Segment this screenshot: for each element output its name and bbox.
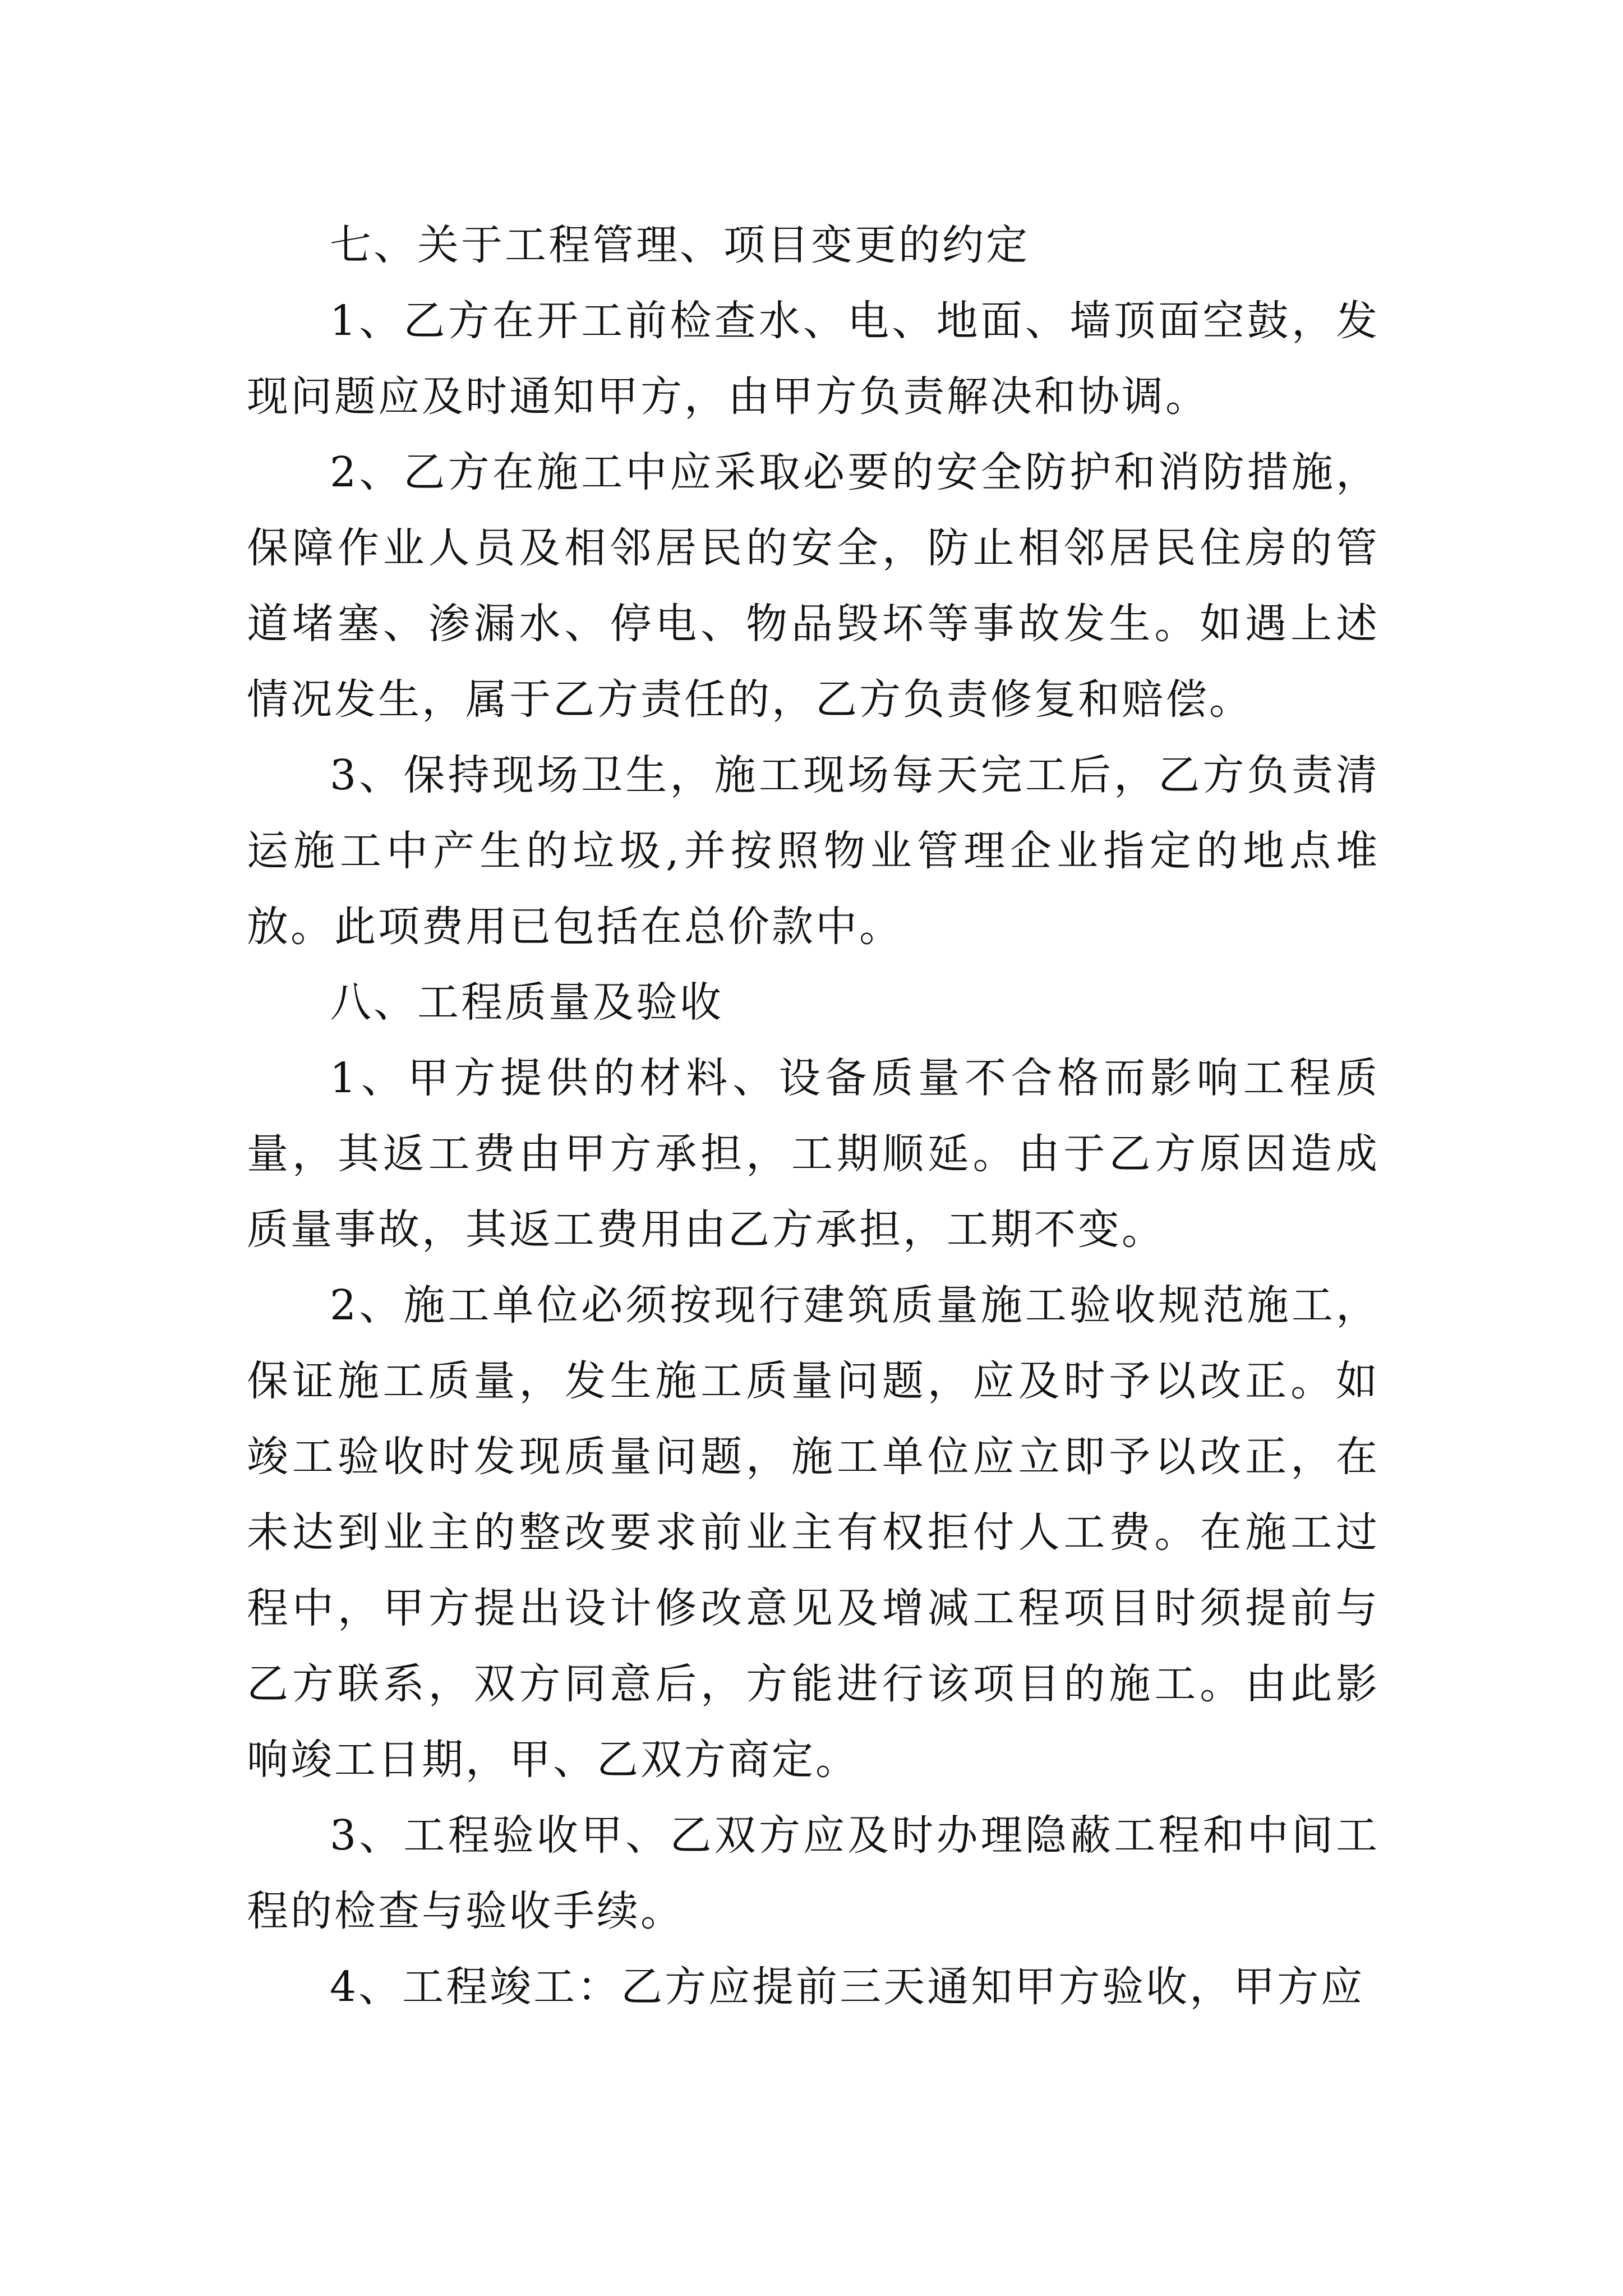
paragraph-8-1: 1、甲方提供的材料、设备质量不合格而影响工程质量，其返工费由甲方承担，工期顺延。由于乙方原因造成质量事故，其返工费用由乙方承担，工期不变。 [247, 1054, 1380, 1254]
paragraph-8-2: 2、施工单位必须按现行建筑质量施工验收规范施工，保证施工质量，发生施工质量问题，应及时予以改正。如竣工验收时发现质量问题，施工单位应立即予以改正，在未达到业主的整改要求前业主有权拒付人工费。在施工过程中，甲方提出设计修改意见及增减工程项目时须提前与乙方联系，双方同意后，方能进行该项目的施工。由此影响竣工日期，甲、乙双方商定。 [247, 1281, 1380, 1784]
paragraph-8-3: 3、工程验收甲、乙双方应及时办理隐蔽工程和中间工程的检查与验收手续。 [247, 1811, 1380, 1935]
section-heading-8: 八、工程质量及验收 [330, 978, 723, 1027]
document-body [247, 208, 1380, 2025]
section-heading-7: 七、关于工程管理、项目变更的约定 [330, 221, 1030, 269]
paragraph-7-3: 3、保持现场卫生，施工现场每天完工后，乙方负责清运施工中产生的垃圾,并按照物业管理企业指定的地点堆放。此项费用已包括在总价款中。 [247, 751, 1380, 951]
paragraph-7-1: 1、乙方在开工前检查水、电、地面、墙顶面空鼓，发现问题应及时通知甲方，由甲方负责解决和协调。 [247, 297, 1380, 421]
paragraph-8-4: 4、工程竣工：乙方应提前三天通知甲方验收，甲方应 [330, 1963, 1365, 2011]
paragraph-7-2: 2、乙方在施工中应采取必要的安全防护和消防措施，保障作业人员及相邻居民的安全，防止相邻居民住房的管道堵塞、渗漏水、停电、物品毁坏等事故发生。如遇上述情况发生，属于乙方责任的，乙方负责修复和赔偿。 [247, 448, 1380, 724]
